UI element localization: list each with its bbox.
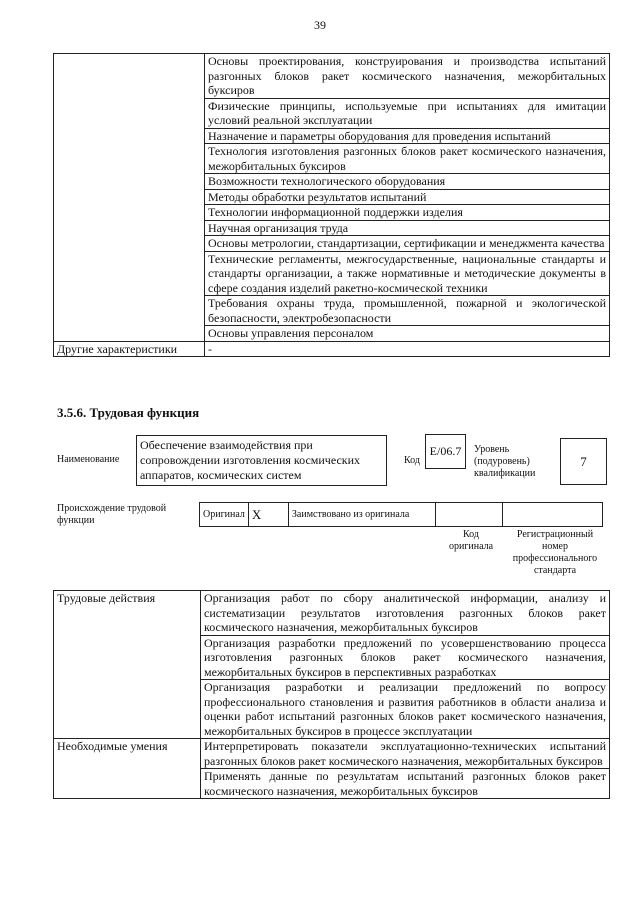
- reg-number-cell: [502, 503, 602, 527]
- table-row: [54, 591, 610, 636]
- table-row: [54, 54, 610, 99]
- skills-label: Необходимые умения: [54, 739, 201, 799]
- knowledge-item: Назначение и параметры оборудования для проведения испытаний: [205, 128, 610, 144]
- knowledge-item: Основы проектирования, конструирования и производства испытаний разгонных блоков ракет космического назначения, межорбитальных буксиров: [205, 54, 610, 99]
- table-row: [54, 341, 610, 357]
- reg-number-caption: Регистрационный номер профессионального стандарта: [512, 529, 598, 576]
- page-number: 39: [314, 18, 326, 32]
- knowledge-item: Научная организация труда: [205, 220, 610, 236]
- original-label: Оригинал: [200, 503, 249, 527]
- knowledge-item: Возможности технологического оборудования: [205, 174, 610, 190]
- code-original-cell: [435, 503, 502, 527]
- section-heading: 3.5.6. Трудовая функция: [57, 405, 200, 420]
- code-original-caption: Код оригинала: [448, 529, 494, 552]
- code-label: Код: [404, 455, 420, 466]
- knowledge-item: Технологии информационной поддержки изделия: [205, 205, 610, 221]
- knowledge-item: Основы метрологии, стандартизации, сертификации и менеджмента качества: [205, 236, 610, 252]
- action-item: Организация разработки и реализации предложений по вопросу профессионального становления и развития работников в области анализа и оценки работ испытаний разгонных блоков ракет космического назначения, межорбитальных буксиров в процессе эксплуатации: [201, 680, 610, 739]
- knowledge-item: Технология изготовления разгонных блоков ракет космического назначения, межорбитальных буксиров: [205, 144, 610, 174]
- level-label: Уровень (подуровень) квалификации: [474, 444, 536, 479]
- borrowed-label: Заимствовано из оригинала: [288, 503, 435, 527]
- other-characteristics-label: Другие характеристики: [54, 341, 205, 357]
- knowledge-table: [53, 53, 610, 357]
- action-item: Организация работ по сбору аналитической информации, анализу и систематизации результатов изготовления разгонных блоков ракет космического назначения, межорбитальных буксиров: [201, 591, 610, 636]
- other-characteristics-value: -: [205, 341, 610, 357]
- skill-item: Интерпретировать показатели эксплуатационно-технических испытаний разгонных блоков ракет космического назначения, межорбитальных буксиров: [201, 739, 610, 769]
- name-label: Наименование: [57, 454, 120, 465]
- knowledge-item: Требования охраны труда, промышленной, пожарной и экологической безопасности, электробезопасности: [205, 296, 610, 326]
- level-box: 7: [560, 438, 607, 485]
- function-name-box: Обеспечение взаимодействия при сопровождении изготовления космических аппаратов, космических систем: [136, 435, 387, 486]
- function-code-box: E/06.7: [425, 434, 466, 469]
- knowledge-item: Методы обработки результатов испытаний: [205, 189, 610, 205]
- skill-item: Применять данные по результатам испытаний разгонных блоков ракет космического назначения, межорбитальных буксиров: [201, 769, 610, 799]
- origin-label: Происхождение трудовой функции: [57, 503, 167, 526]
- knowledge-item: Технические регламенты, межгосударственные, национальные стандарты и стандарты организации, а также нормативные и методические документы в сфере создания изделий ракетно-космической техники: [205, 251, 610, 296]
- actions-label: Трудовые действия: [54, 591, 201, 739]
- table-row: [54, 739, 610, 769]
- action-item: Организация разработки предложений по усовершенствованию процесса изготовления разгонных блоков ракет космического назначения, межорбитальных буксиров в перспективных разработках: [201, 635, 610, 680]
- empty-label-cell: [54, 54, 205, 342]
- origin-row: [199, 502, 603, 527]
- knowledge-item: Основы управления персоналом: [205, 326, 610, 342]
- knowledge-item: Физические принципы, используемые при испытаниях для имитации условий реальной эксплуатации: [205, 98, 610, 128]
- actions-skills-table: [53, 590, 610, 799]
- original-mark: X: [248, 503, 288, 527]
